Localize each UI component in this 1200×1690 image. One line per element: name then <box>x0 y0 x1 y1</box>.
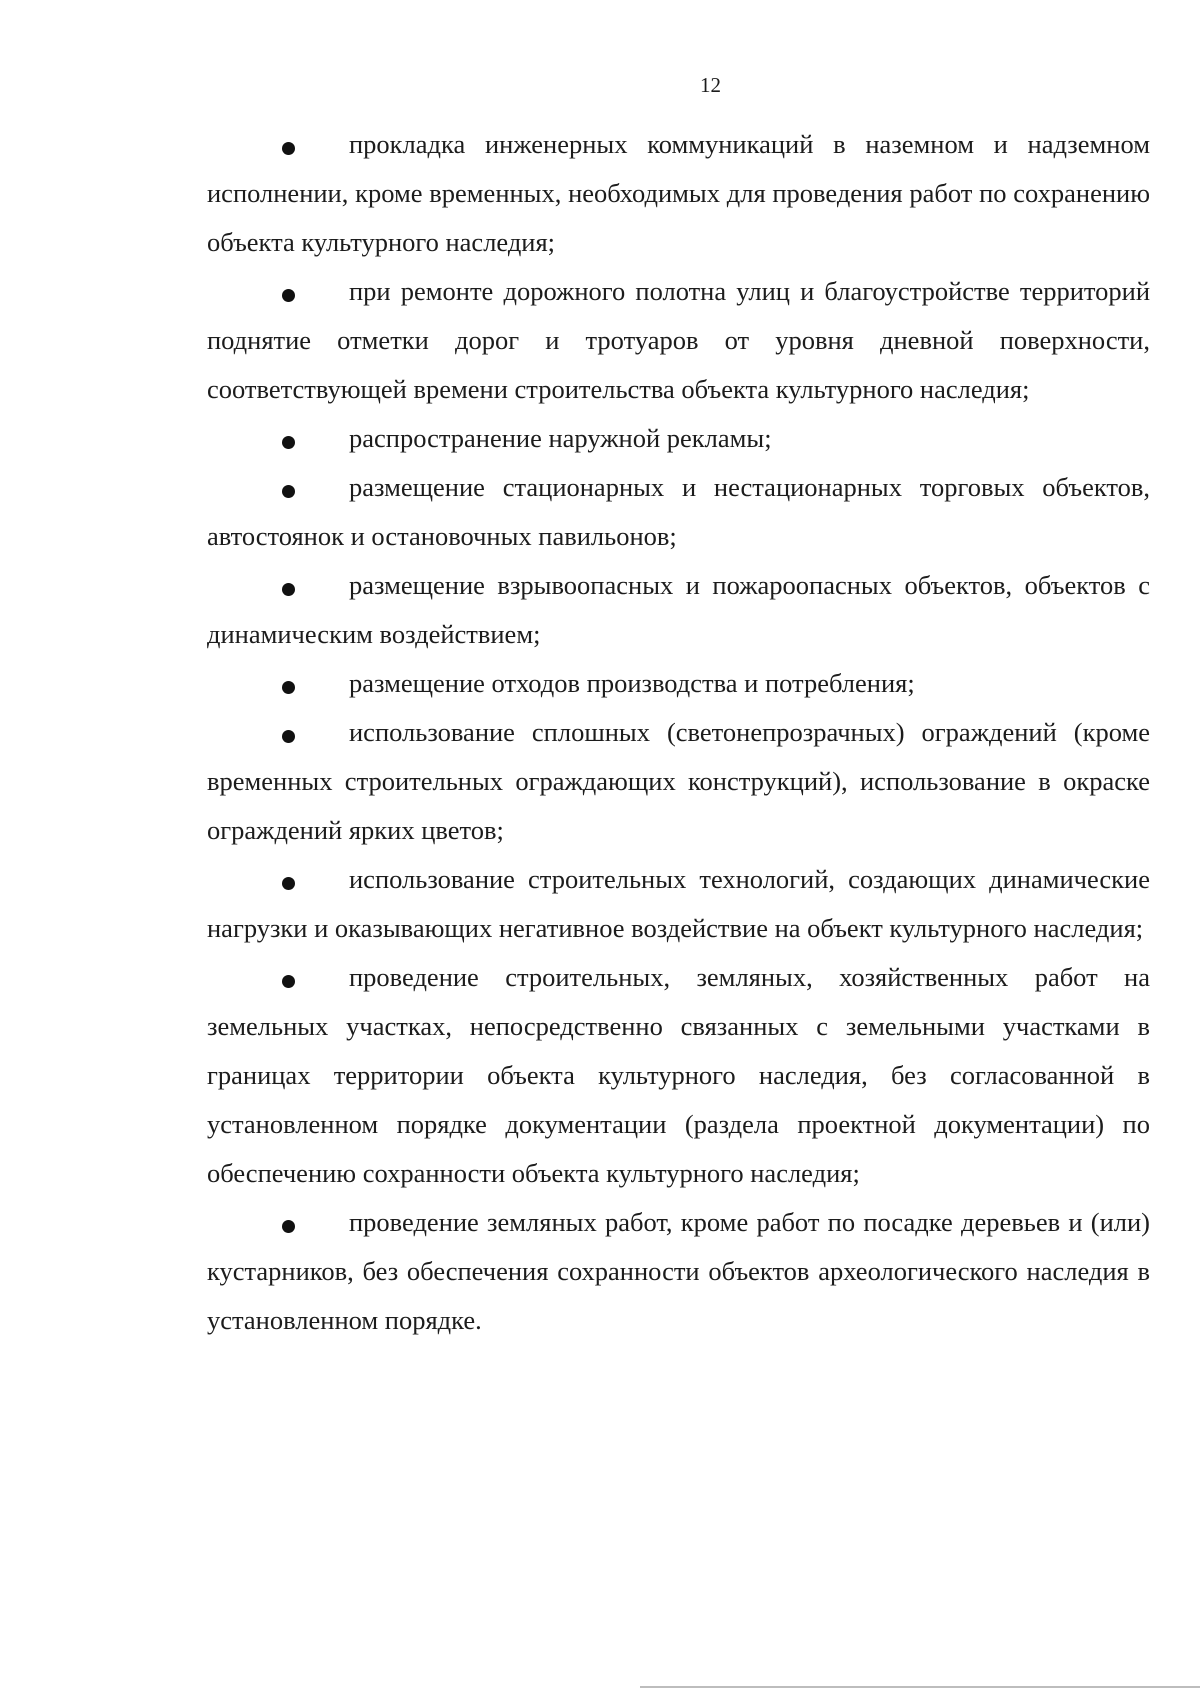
page-bottom-edge <box>640 1686 1200 1688</box>
bullet-icon <box>282 730 295 743</box>
list-item-text: прокладка инженерных коммуникаций в наземном и надземном исполнении, кроме временных, необходимых для проведения работ по сохранению объекта культурного наследия; <box>207 129 1150 257</box>
list-item-text: размещение взрывоопасных и пожароопасных объектов, объектов с динамическим воздействием; <box>207 570 1150 649</box>
bullet-icon <box>282 583 295 596</box>
restriction-list <box>207 120 1150 1345</box>
list-item <box>207 659 1150 708</box>
list-item <box>207 855 1150 953</box>
bullet-icon <box>282 877 295 890</box>
list-item-text: использование строительных технологий, создающих динамические нагрузки и оказывающих негативное воздействие на объект культурного наследия; <box>207 864 1150 943</box>
list-item <box>207 953 1150 1198</box>
list-item <box>207 120 1150 267</box>
list-item-text: при ремонте дорожного полотна улиц и благоустройстве территорий поднятие отметки дорог и тротуаров от уровня дневной поверхности, соответствующей времени строительства объекта культурного наследия; <box>207 276 1150 404</box>
bullet-icon <box>282 436 295 449</box>
page-number: 12 <box>700 73 721 97</box>
bullet-icon <box>282 681 295 694</box>
list-item-text: размещение стационарных и нестационарных торговых объектов, автостоянок и остановочных павильонов; <box>207 472 1150 551</box>
list-item <box>207 561 1150 659</box>
bullet-icon <box>282 289 295 302</box>
list-item <box>207 414 1150 463</box>
bullet-icon <box>282 1220 295 1233</box>
list-item <box>207 708 1150 855</box>
list-item-text: размещение отходов производства и потребления; <box>349 668 915 698</box>
list-item-text: распространение наружной рекламы; <box>349 423 772 453</box>
bullet-icon <box>282 975 295 988</box>
list-item <box>207 463 1150 561</box>
list-item-text: проведение земляных работ, кроме работ по посадке деревьев и (или) кустарников, без обеспечения сохранности объектов археологического наследия в установленном порядке. <box>207 1207 1150 1335</box>
list-item <box>207 267 1150 414</box>
list-item <box>207 1198 1150 1345</box>
bullet-icon <box>282 485 295 498</box>
list-item-text: проведение строительных, земляных, хозяйственных работ на земельных участках, непосредственно связанных с земельными участками в границах территории объекта культурного наследия, без согласованной в установленном порядке документации (раздела проектной документации) по обеспечению сохранности объекта культурного наследия; <box>207 962 1150 1188</box>
list-item-text: использование сплошных (светонепрозрачных) ограждений (кроме временных строительных ограждающих конструкций), использование в окраске ограждений ярких цветов; <box>207 717 1150 845</box>
bullet-icon <box>282 142 295 155</box>
